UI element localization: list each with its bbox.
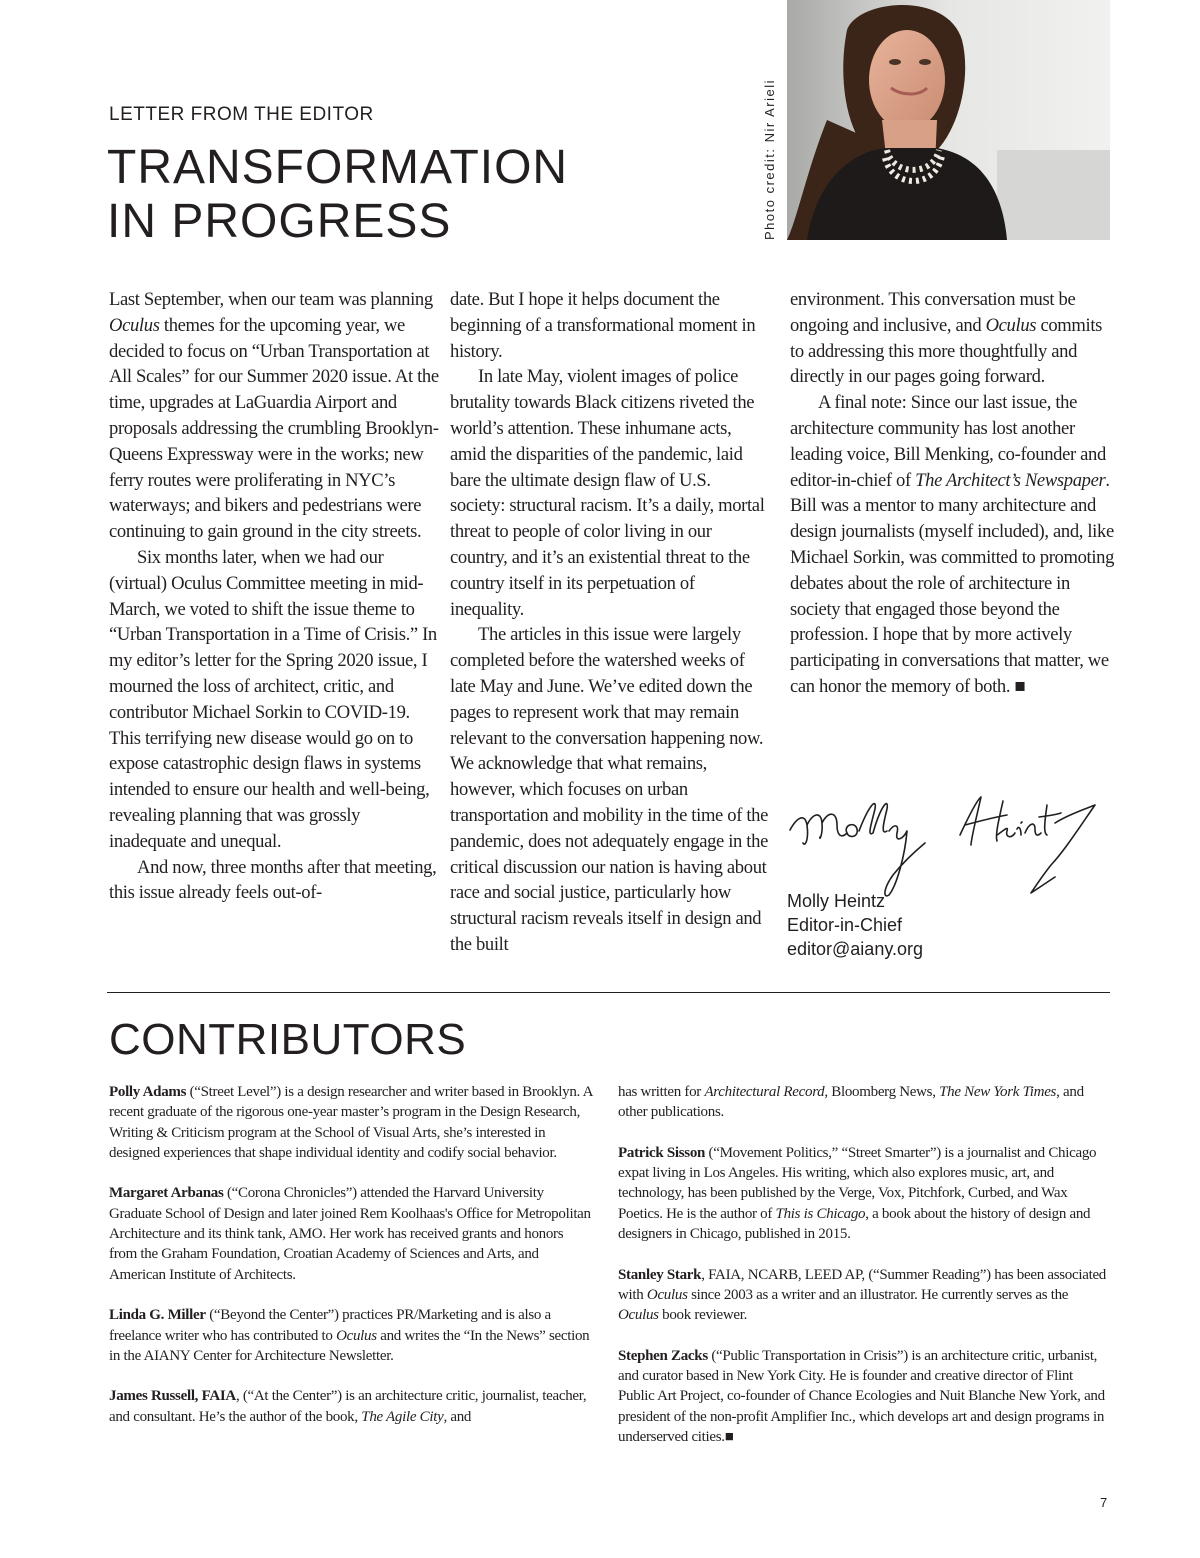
title-line-2: IN PROGRESS bbox=[107, 195, 452, 248]
contributor-name: Polly Adams bbox=[109, 1084, 187, 1100]
contributor-name: Margaret Arbanas bbox=[109, 1185, 224, 1202]
letter-paragraph: The articles in this issue were largely completed before the watershed weeks of late May and June. We’ve edited down the pages to represent work that may remain relevant to the conversation happening now. We acknowledge that what remains, however, which focuses on urban transportation and mobility in the time of the pandemic, does not adequately engage in the critical discussion our nation is having about race and social justice, particularly how structural racism reveals itself in design and the built bbox=[450, 624, 769, 955]
photo-credit: Photo credit: Nir Arieli bbox=[762, 79, 777, 240]
editor-portrait-photo bbox=[787, 0, 1110, 240]
section-kicker: LETTER FROM THE EDITOR bbox=[109, 104, 374, 125]
handwritten-signature bbox=[785, 795, 1105, 900]
contributor-entry: Stephen Zacks (“Public Transportation in Crisis”) is an architecture critic, urbanist, and curator based in New York City. He is founder and creative director of Flint Public Art Project, co-founder of Chance Ecologies and Nuit Blanche New York, and president of the non-profit Amplifier Inc., which develops art and design programs in underserved cities.■ bbox=[618, 1347, 1105, 1446]
section-divider bbox=[107, 992, 1110, 993]
editor-email-link[interactable]: editor@aiany.org bbox=[787, 939, 924, 959]
contributor-name: Linda G. Miller bbox=[109, 1307, 206, 1324]
contributor-entry: Linda G. Miller (“Beyond the Center”) practices PR/Marketing and is also a freelance writer who has contributed to Oculus and writes the “In the News” section in the AIANY Center for Architecture Newsletter. bbox=[109, 1307, 590, 1364]
letter-paragraph: In late May, violent images of police brutality towards Black citizens riveted the world’s attention. These inhumane acts, amid the disparities of the pandemic, laid bare the ultimate design flaw of U.S. society: structural racism. It’s a daily, mortal threat to people of color living in our country, and it’s an existential threat to the country itself in its perpetuation of inequality. bbox=[450, 366, 765, 620]
page-number: 7 bbox=[1100, 1495, 1108, 1510]
end-mark-icon: ■ bbox=[724, 1429, 734, 1446]
contributor-name: Stanley Stark bbox=[618, 1266, 702, 1283]
contributor-entry-continued: has written for Architectural Record, Bloomberg News, The New York Times, and other publications. bbox=[618, 1084, 1084, 1121]
contributor-name: James Russell, FAIA bbox=[109, 1388, 236, 1405]
title-line-1: TRANSFORMATION bbox=[107, 141, 569, 194]
contributors-heading: CONTRIBUTORS bbox=[109, 1015, 467, 1064]
end-mark-icon: ■ bbox=[1010, 675, 1026, 697]
letter-paragraph-continued: environment. This conversation must be ongoing and inclusive, and Oculus commits to addressing this more thoughtfully and directly in our pages going forward. bbox=[790, 289, 1103, 388]
letter-column-2 bbox=[450, 287, 770, 958]
letter-paragraph-continued: date. But I hope it helps document the beginning of a transformational moment in history. bbox=[450, 289, 756, 362]
page-title bbox=[107, 141, 568, 249]
contributor-entry: James Russell, FAIA, (“At the Center”) is an architecture critic, journalist, teacher, and consultant. He’s the author of the book, The Agile City, and bbox=[109, 1388, 587, 1425]
letter-paragraph: And now, three months after that meeting, this issue already feels out-of- bbox=[109, 856, 437, 904]
contributor-entry: Margaret Arbanas (“Corona Chronicles”) attended the Harvard University Graduate School of Design and later joined Rem Koolhaas's Office for Metropolitan Architecture and its think tank, AMO. Her work has received grants and honors from the Graham Foundation, Croatian Academy of Sciences and Arts, and American Institute of Architects. bbox=[109, 1185, 591, 1283]
contributor-name: Patrick Sisson bbox=[618, 1144, 706, 1161]
contributor-entry: Polly Adams (“Street Level”) is a design researcher and writer based in Brooklyn. A recent graduate of the rigorous one-year master’s program in the Design Research, Writing & Criticism program at the School of Visual Arts, she’s interested in designed experiences that shape individual identity and codify social behavior. bbox=[109, 1084, 593, 1161]
editor-name: Molly Heintz bbox=[787, 891, 886, 911]
contributor-name: Stephen Zacks bbox=[618, 1347, 708, 1364]
contributors-column-1 bbox=[109, 1082, 594, 1447]
letter-paragraph: Last September, when our team was planning Oculus themes for the upcoming year, we decided to focus on “Urban Transportation at All Scales” for our Summer 2020 issue. At the time, upgrades at LaGuardia Airport and proposals addressing the crumbling Brooklyn-Queens Expressway were in the works; new ferry routes were proliferating in NYC’s waterways; and bikers and pedestrians were continuing to gain ground in the city streets. bbox=[109, 289, 439, 543]
letter-column-1 bbox=[109, 287, 439, 906]
editor-role: Editor-in-Chief bbox=[787, 915, 903, 935]
contributor-entry: Stanley Stark, FAIA, NCARB, LEED AP, (“Summer Reading”) has been associated with Oculus since 2003 as a writer and an illustrator. He currently serves as the Oculus book reviewer. bbox=[618, 1266, 1107, 1324]
letter-paragraph: Six months later, when we had our (virtual) Oculus Committee meeting in mid-March, we voted to shift the issue theme to “Urban Transportation in a Time of Crisis.” In my editor’s letter for the Spring 2020 issue, I mourned the loss of architect, critic, and contributor Michael Sorkin to COVID-19. This terrifying new disease would go on to expose catastrophic design flaws in systems intended to ensure our health and well-being, revealing planning that was grossly inadequate and unequal. bbox=[109, 546, 437, 852]
letter-column-3 bbox=[790, 287, 1120, 700]
contributors-column-2 bbox=[618, 1082, 1108, 1468]
contributor-entry: Patrick Sisson (“Movement Politics,” “Street Smarter”) is a journalist and Chicago expat living in Los Angeles. His writing, which also explores music, art, and technology, has been published by the Verge, Vox, Pitchfork, Curbed, and Wax Poetics. He is the author of This is Chicago, a book about the history of design and designers in Chicago, published in 2015. bbox=[618, 1144, 1097, 1243]
letter-paragraph: A final note: Since our last issue, the architecture community has lost another leading voice, Bill Menking, co-founder and editor-in-chief of The Architect’s Newspaper. Bill was a mentor to many architecture and design journalists (myself included), and, like Michael Sorkin, was committed to promoting debates about the role of architecture in society that engaged those beyond the profession. I hope that by more actively participating in conversations that matter, we can honor the memory of both. ■ bbox=[790, 392, 1115, 697]
